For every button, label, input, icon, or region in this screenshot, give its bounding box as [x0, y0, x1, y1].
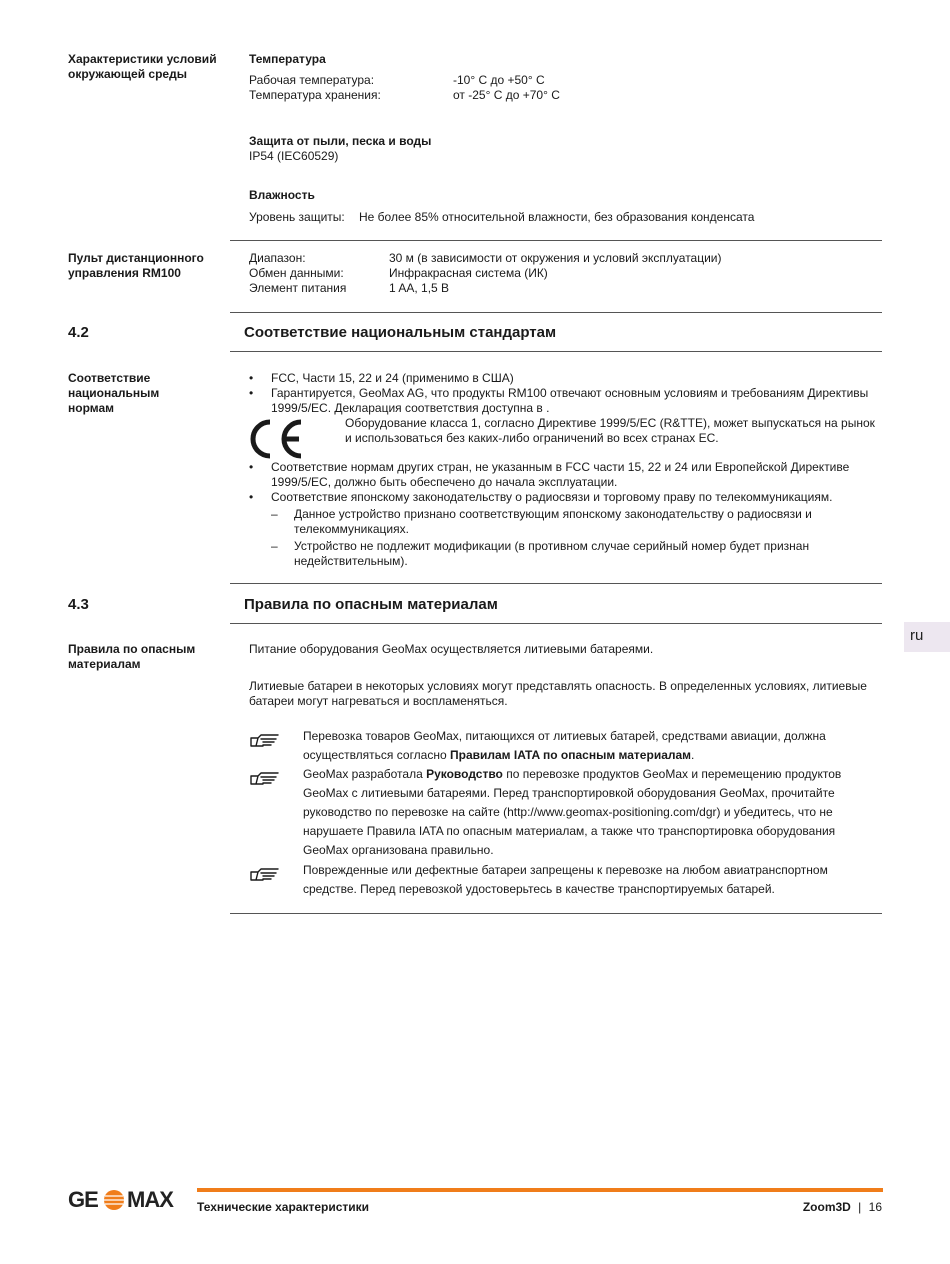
- dust-value: IP54 (IEC60529): [249, 149, 339, 163]
- bullet-other-countries: Соответствие нормам других стран, не указанным в FCC части 15, 22 и 24 или Европейской Директиве 1999/5/EC, должно быть обеспечено до начала эксплуатации.: [271, 460, 850, 489]
- footer-product: Zoom3D: [802, 1200, 851, 1214]
- pointing-hand-icon: [249, 865, 281, 883]
- dash-marker: –: [271, 539, 278, 553]
- work-temp-value: -10° C до +50° C: [453, 73, 545, 87]
- comm-label: Обмен данными:: [249, 266, 344, 280]
- note-guide-bold: Руководство: [426, 767, 503, 781]
- remote-section-label: Пульт дистанционного управления RM100: [68, 251, 204, 280]
- footer-accent-bar: [197, 1188, 883, 1192]
- bullet-geomax-guarantee: Гарантируется, GeoMax AG, что продукты RM100 отвечают основным условиям и требованиям Директивы 1999/5/EC. Декларация соответствия доступна в .: [271, 386, 869, 415]
- work-temp-label: Рабочая температура:: [249, 73, 375, 87]
- dash-no-modification: Устройство не подлежит модификации (в противном случае серийный номер будет признан недействительным).: [294, 539, 810, 568]
- ce-mark-icon: [248, 418, 306, 460]
- divider: [230, 913, 882, 914]
- divider: [230, 583, 882, 584]
- comm-value: Инфракрасная система (ИК): [389, 266, 548, 280]
- range-value: 30 м (в зависимости от окружения и условий эксплуатации): [389, 251, 722, 265]
- humidity-label: Уровень защиты:: [249, 210, 345, 224]
- footer-page-info: [803, 1200, 882, 1215]
- language-tab: [904, 622, 950, 652]
- divider: [230, 351, 882, 352]
- bullet-marker: •: [249, 490, 254, 504]
- logo-text-right: MAX: [127, 1187, 173, 1212]
- note-guide: [303, 765, 883, 860]
- footer-title: Технические характеристики: [197, 1200, 370, 1214]
- bullet-japan: Соответствие японскому законодательству о радиосвязи и торговому праву по телекоммуникациям.: [271, 490, 833, 504]
- divider: [230, 312, 882, 313]
- section-number: 4.2: [68, 324, 89, 341]
- divider: [230, 240, 882, 241]
- bullet-fcc: FCC, Части 15, 22 и 24 (применимо в США): [271, 371, 514, 385]
- hazmat-para-2: Литиевые батареи в некоторых условиях могут представлять опасность. В определенных условиях, литиевые батареи могут нагреваться и воспламеняться.: [249, 679, 867, 708]
- range-label: Диапазон:: [249, 251, 306, 265]
- compliance-label: Соответствие национальным нормам: [68, 371, 160, 415]
- footer-separator: |: [858, 1200, 862, 1214]
- language-tab-label: ru: [910, 627, 924, 644]
- store-temp-label: Температура хранения:: [249, 88, 381, 102]
- geomax-logo: [68, 1187, 186, 1213]
- dash-japan-compliant: Данное устройство признано соответствующим японскому законодательству о радиосвязи и телекоммуникациях.: [294, 507, 812, 536]
- pointing-hand-icon: [249, 731, 281, 749]
- dash-marker: –: [271, 507, 278, 521]
- note-guide-rest: по перевозке продуктов GeoMax и перемещению продуктов GeoMax с литиевыми батареями. Перед транспортировкой оборудования GeoMax, прочитайте руководство по перевозке на сайте (http://www.geomax-positioning.com/dgr) и убедитесь, что не нарушаете Правила IATA по опасным материалам, а также что транспортировка оборудования GeoMax организована правильно.: [303, 767, 842, 857]
- pointing-hand-icon: [249, 769, 281, 787]
- note-iata-end: .: [691, 748, 695, 762]
- env-section-label: Характеристики условий окружающей среды: [68, 52, 217, 81]
- dust-heading: Защита от пыли, песка и воды: [249, 134, 432, 148]
- power-value: 1 AA, 1,5 В: [389, 281, 450, 295]
- logo-globe-icon: [103, 1189, 125, 1211]
- note-iata-bold: Правилам IATA по опасным материалам: [450, 748, 692, 762]
- hazmat-label: Правила по опасным материалам: [68, 642, 196, 671]
- section-title: Соответствие национальным стандартам: [244, 324, 557, 341]
- note-guide-text: GeoMax разработала: [303, 767, 427, 781]
- bullet-marker: •: [249, 460, 254, 474]
- humidity-value: Не более 85% относительной влажности, без образования конденсата: [359, 210, 755, 224]
- store-temp-value: от -25° C до +70° C: [453, 88, 560, 102]
- hazmat-para-1: Питание оборудования GeoMax осуществляется литиевыми батареями.: [249, 642, 654, 656]
- note-iata: [303, 727, 883, 765]
- bullet-marker: •: [249, 371, 254, 385]
- section-title: Правила по опасным материалам: [244, 596, 498, 613]
- ce-text: Оборудование класса 1, согласно Директиве 1999/5/EC (R&TTE), может выпускаться на рынок и использоваться без каких-либо ограничений во всех странах ЕС.: [345, 416, 875, 445]
- temperature-heading: Температура: [249, 52, 326, 66]
- humidity-heading: Влажность: [249, 188, 315, 202]
- footer-page-number: 16: [868, 1200, 882, 1214]
- note-iata-text: Перевозка товаров GeoMax, питающихся от литиевых батарей, средствами авиации, должна осуществляться согласно: [303, 729, 826, 762]
- section-number: 4.3: [68, 596, 89, 613]
- bullet-marker: •: [249, 386, 254, 400]
- logo-text-left: GE: [68, 1187, 98, 1212]
- note-damaged: Поврежденные или дефектные батареи запрещены к перевозке на любом авиатранспортном средстве. Перед перевозкой удостоверьтесь в качестве транспортируемых батарей.: [303, 863, 828, 896]
- divider: [230, 623, 882, 624]
- power-label: Элемент питания: [249, 281, 347, 295]
